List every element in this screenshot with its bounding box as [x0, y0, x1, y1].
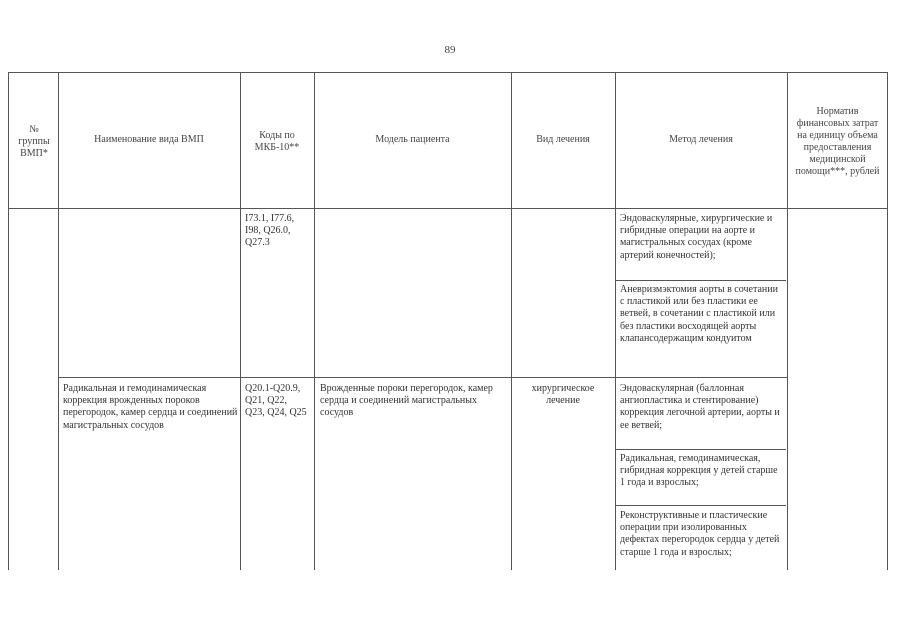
row1-method-1: Эндоваскулярные, хирургические и гибридные операции на аорте и магистральных сосудах (кроме артерий конечностей); [620, 213, 773, 261]
row2-vmp-name: Радикальная и гемодинамическая коррекция врожденных пороков перегородок, камер сердца и соединений магистральных сосудов [63, 383, 238, 431]
method-divider-2 [616, 449, 786, 450]
row2-patient-model: Врожденные пороки перегородок, камер сердца и соединений магистральных сосудов [320, 383, 493, 419]
col-border-4 [314, 72, 315, 570]
row1-method-2: Аневризмэктомия аорты в сочетании с пластикой или без пластики ее ветвей, в сочетании с пластикой или без пластики восходящей аорты клапансодержащим кондуитом [620, 284, 778, 344]
method-divider-3 [616, 505, 786, 506]
col-border-6 [615, 72, 616, 570]
header-treatment-type: Вид лечения [536, 134, 590, 145]
row-divider [58, 377, 788, 378]
row2-method-3: Реконструктивные и пластические операции при изолированных дефектах перегородок сердца у детей старше 1 года и взрослых; [620, 510, 780, 558]
header-group-number: № группы ВМП* [18, 124, 50, 159]
header-vmp-name: Наименование вида ВМП [94, 134, 204, 145]
col-border-2 [58, 72, 59, 570]
row2-method-2: Радикальная, гемодинамическая, гибридная коррекция у детей старше 1 года и взрослых; [620, 453, 778, 489]
method-divider-1 [616, 280, 786, 281]
header-icd-codes: Коды по МКБ-10** [254, 130, 300, 153]
row2-treatment-type: хирургическое лечение [531, 383, 595, 407]
col-border-1 [8, 72, 9, 570]
header-cost-standard: Норматив финансовых затрат на единицу объема предоставления медицинской помощи***, рублей [795, 106, 880, 177]
col-border-8 [887, 72, 888, 570]
col-border-5 [511, 72, 512, 570]
header-patient-model: Модель пациента [375, 134, 450, 145]
row1-icd-codes: I73.1, I77.6, I98, Q26.0, Q27.3 [245, 213, 295, 249]
col-border-3 [240, 72, 241, 570]
row2-method-1: Эндоваскулярная (баллонная ангиопластика и стентирование) коррекция легочной артерии, аорты и ее ветвей; [620, 383, 780, 431]
table-top-border [8, 72, 888, 73]
row2-icd-codes: Q20.1-Q20.9, Q21, Q22, Q23, Q24, Q25 [245, 383, 307, 419]
header-bottom-border [8, 208, 888, 209]
col-border-7 [787, 72, 788, 570]
header-treatment-method: Метод лечения [669, 134, 733, 145]
page-number: 89 [444, 44, 456, 56]
